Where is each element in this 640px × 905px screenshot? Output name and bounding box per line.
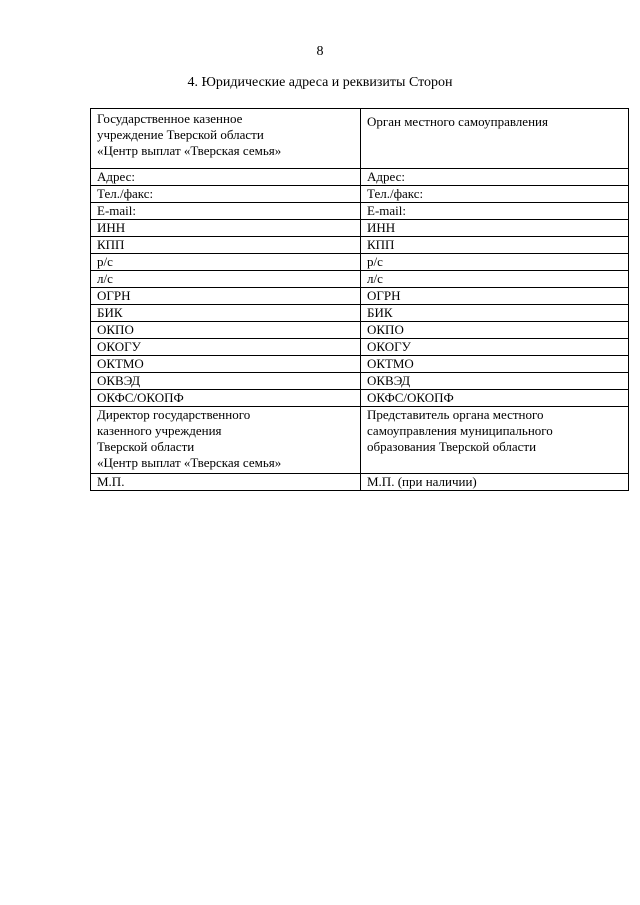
- left-settlement-account-label: р/с: [91, 254, 361, 271]
- table-row: [91, 169, 629, 186]
- left-personal-account-label: л/с: [91, 271, 361, 288]
- left-email-label: E-mail:: [91, 203, 361, 220]
- party-right-name: Орган местного самоуправления: [361, 109, 629, 169]
- table-row: [91, 271, 629, 288]
- left-bik-label: БИК: [91, 305, 361, 322]
- table-row: [91, 373, 629, 390]
- left-address-label: Адрес:: [91, 169, 361, 186]
- left-signatory: Директор государственного казенного учреждения Тверской области «Центр выплат «Тверская семья»: [91, 407, 361, 474]
- right-bik-label: БИК: [361, 305, 629, 322]
- table-row: [91, 356, 629, 373]
- requisites-table: [90, 108, 629, 491]
- table-row: [91, 305, 629, 322]
- right-okogu-label: ОКОГУ: [361, 339, 629, 356]
- right-ogrn-label: ОГРН: [361, 288, 629, 305]
- table-row: [91, 288, 629, 305]
- signature-row: [91, 407, 629, 474]
- table-row: [91, 322, 629, 339]
- table-row: [91, 339, 629, 356]
- right-email-label: E-mail:: [361, 203, 629, 220]
- right-signatory: Представитель органа местного самоуправления муниципального образования Тверской области: [361, 407, 629, 474]
- right-phone-fax-label: Тел./факс:: [361, 186, 629, 203]
- party-left-name: Государственное казенное учреждение Тверской области «Центр выплат «Тверская семья»: [91, 109, 361, 169]
- right-inn-label: ИНН: [361, 220, 629, 237]
- left-kpp-label: КПП: [91, 237, 361, 254]
- page-number: 8: [316, 44, 324, 59]
- table-header-row: [91, 109, 629, 169]
- left-stamp-label: М.П.: [91, 474, 361, 491]
- table-row: [91, 220, 629, 237]
- stamp-row: [91, 474, 629, 491]
- right-oktmo-label: ОКТМО: [361, 356, 629, 373]
- right-settlement-account-label: р/с: [361, 254, 629, 271]
- left-okfs-okopf-label: ОКФС/ОКОПФ: [91, 390, 361, 407]
- section-title: 4. Юридические адреса и реквизиты Сторон: [187, 75, 453, 90]
- right-okved-label: ОКВЭД: [361, 373, 629, 390]
- left-oktmo-label: ОКТМО: [91, 356, 361, 373]
- right-okpo-label: ОКПО: [361, 322, 629, 339]
- left-ogrn-label: ОГРН: [91, 288, 361, 305]
- right-stamp-label: М.П. (при наличии): [361, 474, 629, 491]
- table-row: [91, 186, 629, 203]
- right-address-label: Адрес:: [361, 169, 629, 186]
- table-row: [91, 254, 629, 271]
- right-personal-account-label: л/с: [361, 271, 629, 288]
- left-inn-label: ИНН: [91, 220, 361, 237]
- left-okpo-label: ОКПО: [91, 322, 361, 339]
- table-row: [91, 237, 629, 254]
- table-row: [91, 390, 629, 407]
- right-kpp-label: КПП: [361, 237, 629, 254]
- left-phone-fax-label: Тел./факс:: [91, 186, 361, 203]
- left-okved-label: ОКВЭД: [91, 373, 361, 390]
- right-okfs-okopf-label: ОКФС/ОКОПФ: [361, 390, 629, 407]
- left-okogu-label: ОКОГУ: [91, 339, 361, 356]
- table-row: [91, 203, 629, 220]
